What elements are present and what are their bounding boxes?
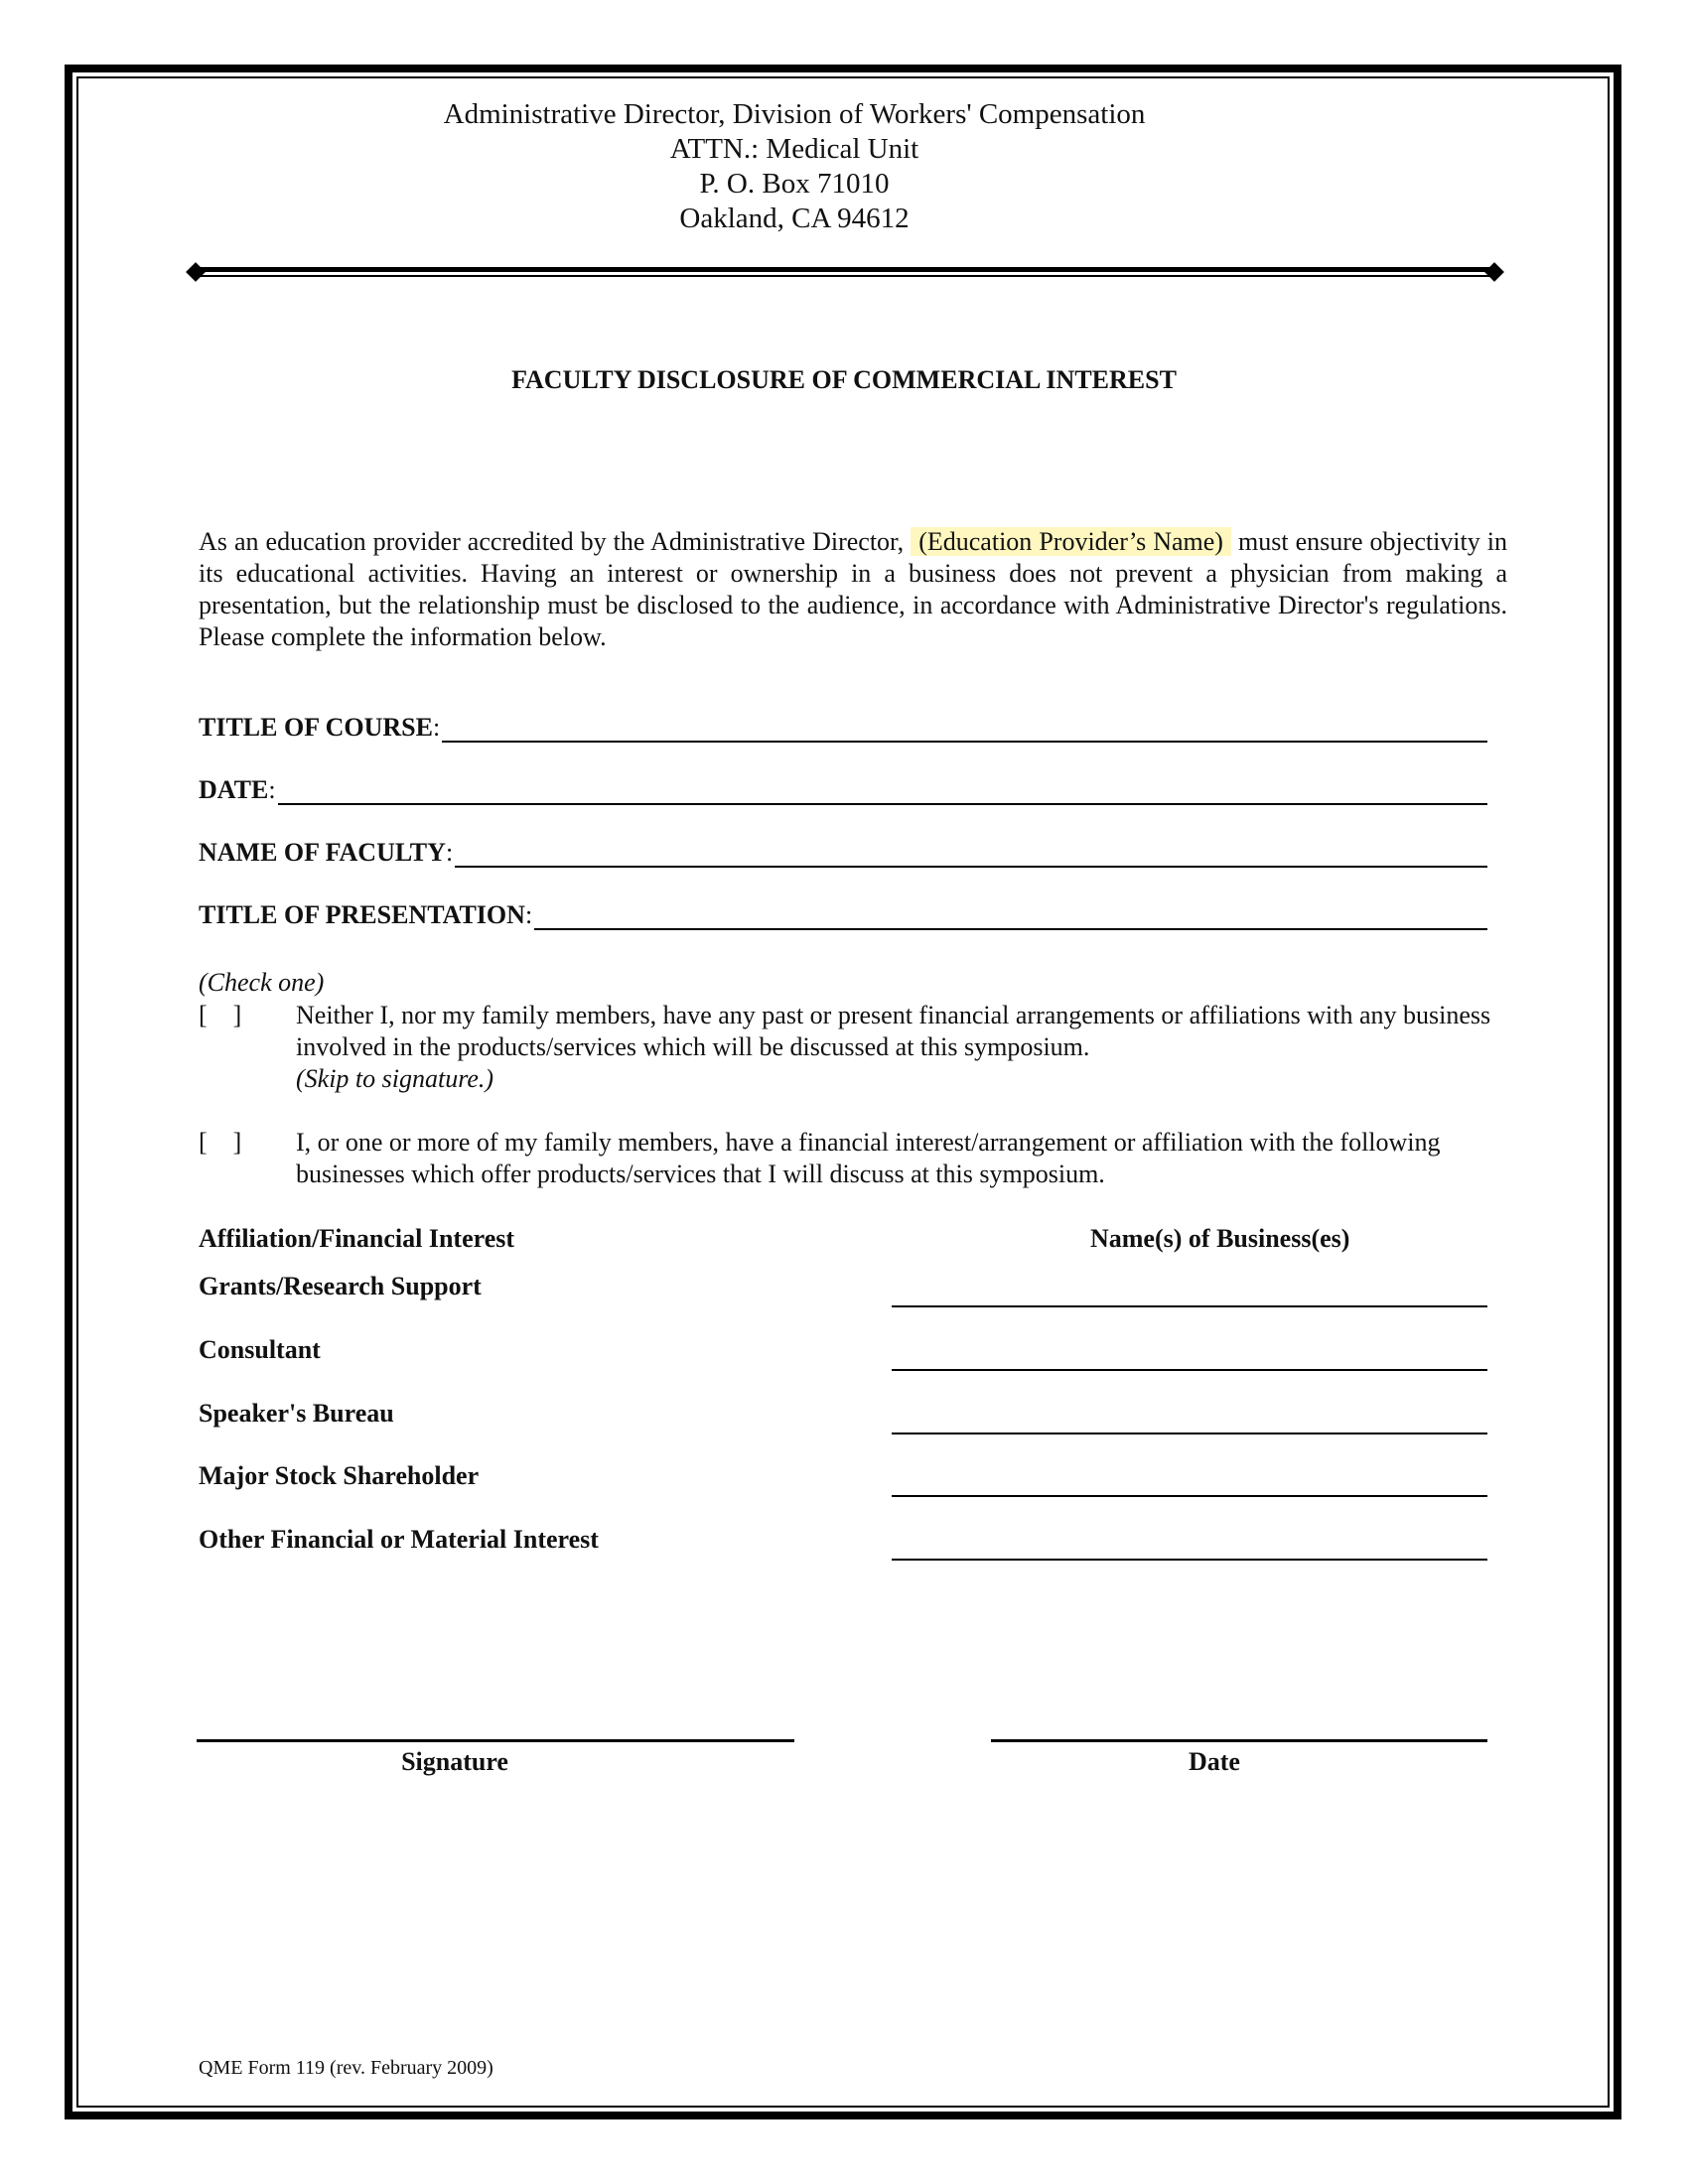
affiliation-label: Speaker's Bureau <box>199 1399 394 1428</box>
name-of-faculty-input[interactable] <box>455 838 1487 868</box>
address-line-3: P. O. Box 71010 <box>699 168 890 200</box>
education-provider-name-field[interactable]: (Education Provider’s Name) <box>911 527 1231 556</box>
option-1-checkbox[interactable]: [ ] <box>199 1001 242 1029</box>
address-line-4: Oakland, CA 94612 <box>679 203 910 234</box>
check-one-instruction: (Check one) <box>199 968 325 997</box>
affiliation-label: Grants/Research Support <box>199 1272 482 1300</box>
business-name-input-other-interest[interactable] <box>892 1559 1487 1561</box>
address-line-2: ATTN.: Medical Unit <box>669 133 919 165</box>
signature-label: Signature <box>401 1747 508 1776</box>
divider-thin-line <box>195 275 1495 277</box>
name-of-faculty-field: NAME OF FACULTY : <box>199 834 1487 868</box>
business-name-input-consultant[interactable] <box>892 1369 1487 1371</box>
affiliation-row-stock-shareholder <box>199 1461 1487 1495</box>
option-1-note: (Skip to signature.) <box>296 1064 494 1093</box>
name-of-faculty-label: NAME OF FACULTY <box>199 838 446 867</box>
date-field: DATE : <box>199 771 1487 805</box>
intro-paragraph <box>199 526 1507 653</box>
title-of-course-field: TITLE OF COURSE : <box>199 709 1487 743</box>
business-names-column-header: Name(s) of Business(es) <box>1090 1224 1350 1253</box>
affiliation-label: Other Financial or Material Interest <box>199 1525 599 1554</box>
intro-text-after: must ensure objectivity in its educational activities. Having an interest or ownership in a business does not prevent a physician from making a presentation, but the relationship must be disclosed to the audience, in accordance with Administrative Director's regulations. Please complete the information below. <box>199 527 1508 651</box>
option-2-checkbox[interactable]: [ ] <box>199 1128 242 1157</box>
address-block <box>338 97 1251 236</box>
title-of-course-input[interactable] <box>442 713 1487 743</box>
affiliation-label: Consultant <box>199 1335 321 1364</box>
affiliation-row-consultant <box>199 1335 1487 1369</box>
affiliation-row-grants <box>199 1272 1487 1305</box>
business-name-input-stock-shareholder[interactable] <box>892 1495 1487 1497</box>
date-label: DATE <box>199 775 269 804</box>
affiliation-row-speakers-bureau <box>199 1399 1487 1433</box>
date-input[interactable] <box>278 775 1487 805</box>
signature-date-input[interactable] <box>991 1739 1487 1742</box>
affiliation-row-other-interest <box>199 1525 1487 1559</box>
title-of-course-label: TITLE OF COURSE <box>199 713 433 742</box>
intro-text-before: As an education provider accredited by the Administrative Director, <box>199 527 905 556</box>
title-of-presentation-field: TITLE OF PRESENTATION : <box>199 896 1487 930</box>
address-line-1: Administrative Director, Division of Workers' Compensation <box>443 98 1146 130</box>
form-title: FACULTY DISCLOSURE OF COMMERCIAL INTEREST <box>511 365 1177 394</box>
option-2-text: I, or one or more of my family members, have a financial interest/arrangement or affiliation with the following businesses which offer products/services that I will discuss at this symposium. <box>296 1128 1441 1188</box>
option-1-text: Neither I, nor my family members, have any past or present financial arrangements or affiliations with any business involved in the products/services which will be discussed at this symposium. <box>296 1001 1491 1061</box>
diamond-right-icon <box>1484 262 1504 282</box>
form-footer: QME Form 119 (rev. February 2009) <box>199 2057 493 2079</box>
business-name-input-speakers-bureau[interactable] <box>892 1433 1487 1434</box>
business-name-input-grants[interactable] <box>892 1305 1487 1307</box>
signature-input[interactable] <box>197 1739 794 1742</box>
diamond-left-icon <box>186 262 206 282</box>
affiliation-label: Major Stock Shareholder <box>199 1461 480 1490</box>
title-of-presentation-input[interactable] <box>534 900 1487 930</box>
title-of-presentation-label: TITLE OF PRESENTATION <box>199 900 525 929</box>
affiliation-column-header: Affiliation/Financial Interest <box>199 1224 515 1253</box>
header-divider <box>187 260 1503 286</box>
signature-date-label: Date <box>1189 1747 1240 1776</box>
divider-thick-line <box>195 267 1495 272</box>
